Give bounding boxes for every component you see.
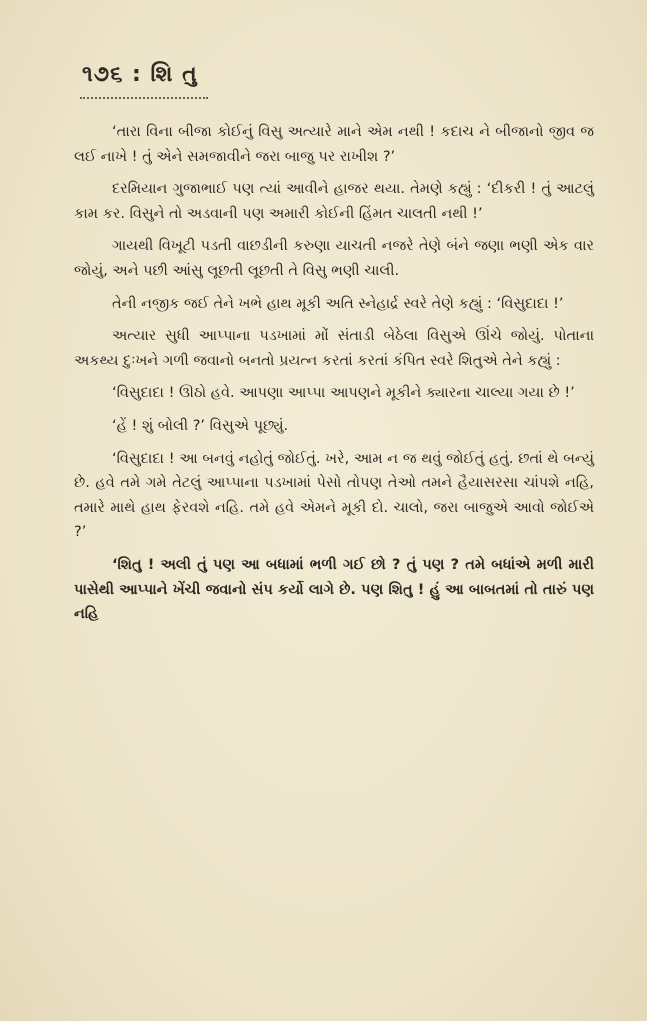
- paragraph: ‘શિતુ ! અલી તું પણ આ બધામાં ભળી ગઈ છો ? તું પણ ? તમે બધાંએ મળી મારી પાસેથી આપ્પાને ખેંચી જવાનો સંપ કર્યો લાગે છે. પણ શિતુ ! હું આ બાબતમાં તો તારું પણ નહિ: [74, 556, 594, 623]
- page-body: [74, 120, 594, 627]
- paragraph: દરમિયાન ગુજાભાઈ પણ ત્યાં આવીને હાજર થયા. તેમણે કહ્યું : ‘દીકરી ! તું આટલું કામ કર. વિસુને તો અડવાની પણ અમારી કોઈની હિંમત ચાલતી નથી !’: [74, 181, 594, 222]
- paragraph: ‘તારા વિના બીજા કોઈનું વિસુ અત્યારે માને એમ નથી ! કદાચ ને બીજાનો જીવ જ લઈ નાખે ! તું એને સમજાવીને જરા બાજુ પર રાખીશ ?’: [74, 124, 594, 165]
- running-head: ૧૭૬ : શિ તુ: [82, 62, 198, 87]
- paragraph: ‘વિસુદાદા ! આ બનવું નહોતું જોઈતું. ખરે, આમ ન જ થવું જોઈતું હતું. છતાં થે બન્યું છે. હવે તમે ગમે તેટલું આપ્પાના પડખામાં પેસો તોપણ તેઓ તમને હૈયાસરસા ચાંપશે નહિ, તમારે માથે હાથ ફેરવશે નહિ. તમે હવે એમને મૂકી દો. ચાલો, જરા બાજુએ આવો જોઈએ ?’: [74, 450, 594, 541]
- paragraph: ગાયથી વિખૂટી પડતી વાછડીની કરુણા યાચતી નજરે તેણે બંને જણા ભણી એક વાર જોયું, અને પછી આંસુ લૂછતી લૂછતી તે વિસુ ભણી ચાલી.: [74, 238, 594, 279]
- paragraph: તેની નજીક જઈ તેને ખભે હાથ મૂકી અતિ સ્નેહાર્દ્ર સ્વરે તેણે કહ્યું : ‘વિસુદાદા !’: [112, 295, 564, 312]
- paragraph: ‘વિસુદાદા ! ઊઠો હવે. આપણા આપ્પા આપણને મૂકીને ક્યારના ચાલ્યા ગયા છે !’: [112, 385, 575, 402]
- paragraph: અત્યાર સુધી આપ્પાના પડખામાં મોં સંતાડી બેઠેલા વિસુએ ઊંચે જોયું. પોતાના અકથ્ય દુઃખને ગળી જવાનો બનતો પ્રયત્ન કરતાં કરતાં કંપિત સ્વરે શિતુએ તેને કહ્યું :: [74, 328, 594, 369]
- paragraph: ‘હેં ! શું બોલી ?’ વિસુએ પૂછ્યું.: [112, 417, 289, 434]
- header-underline: [80, 94, 208, 99]
